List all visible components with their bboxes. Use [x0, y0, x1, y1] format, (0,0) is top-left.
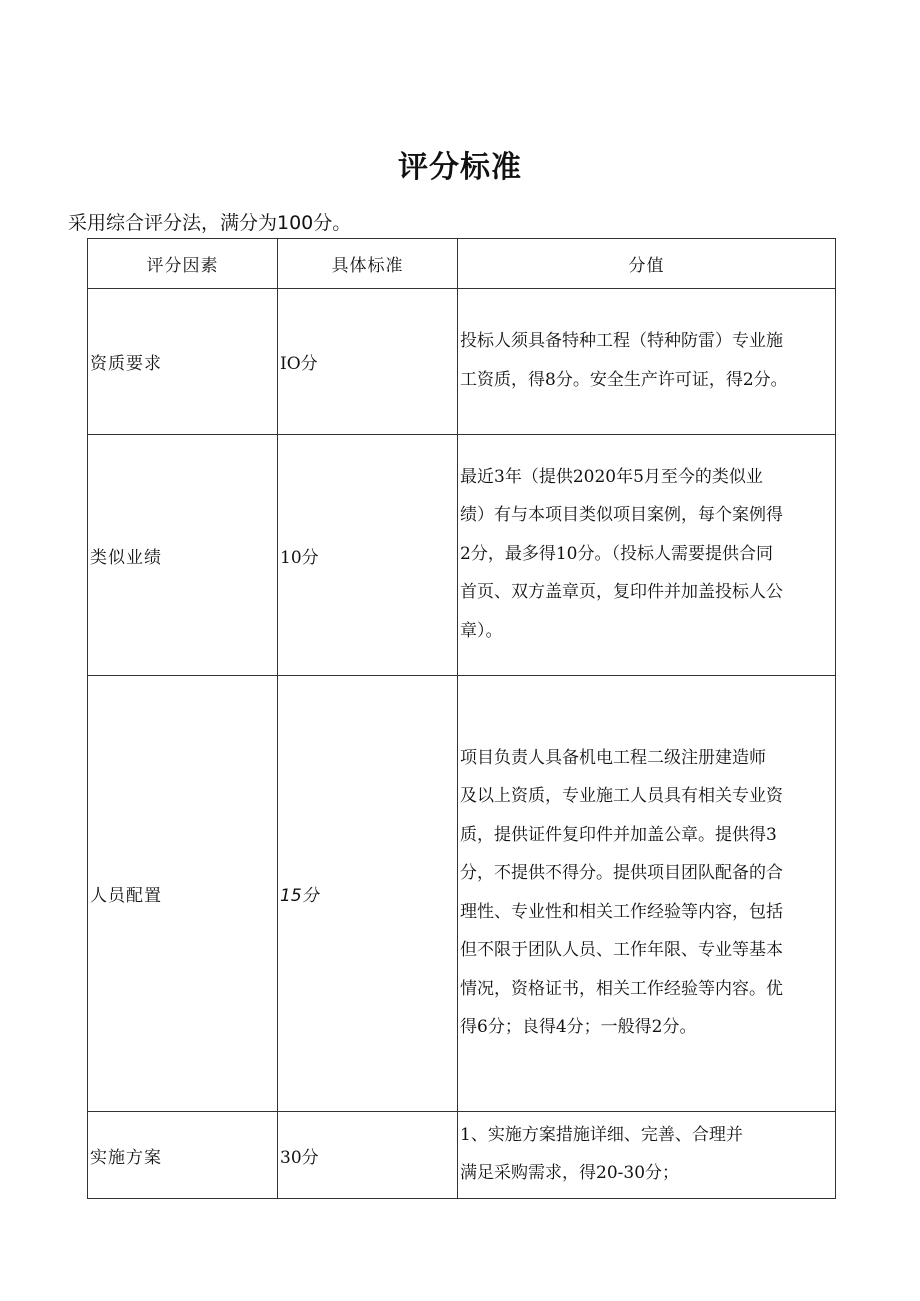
table-row — [88, 289, 836, 435]
header-factor: 评分因素 — [88, 239, 278, 289]
value-line: 1、实施方案措施详细、完善、合理并 — [460, 1125, 743, 1145]
row-factor: 人员配置 — [88, 676, 278, 1112]
value-line: 满足采购需求，得20-30分； — [460, 1163, 680, 1183]
value-line: 章）。 — [460, 620, 503, 641]
table-row — [88, 1112, 836, 1199]
value-line: 投标人须具备特种工程（特种防雷）专业施 — [460, 331, 783, 351]
header-standard: 具体标准 — [278, 239, 458, 289]
intro-text: 采用综合评分法，满分为100分。 — [68, 212, 352, 234]
value-line: 质，提供证件复印件并加盖公章。提供得3 — [460, 824, 777, 845]
row-factor: 类似业绩 — [88, 435, 278, 676]
value-line: 但不限于团队人员、工作年限、专业等基本 — [460, 940, 783, 960]
header-value: 分值 — [458, 239, 836, 289]
value-line: 得6分；良得4分；一般得2分。 — [460, 1017, 697, 1037]
row-value — [458, 676, 836, 1112]
value-line: 分，不提供不得分。提供项目团队配备的合 — [460, 863, 783, 883]
value-line: 首页、双方盖章页，复印件并加盖投标人公 — [460, 582, 783, 603]
row-standard: 30分 — [278, 1112, 458, 1199]
scoring-table — [87, 238, 836, 1199]
value-line: 工资质，得8分。安全生产许可证，得2分。 — [460, 369, 788, 390]
value-line: 理性、专业性和相关工作经验等内容，包括 — [460, 901, 783, 922]
row-standard: 10分 — [278, 435, 458, 676]
value-line: 项目负责人具备机电工程二级注册建造师 — [460, 747, 766, 768]
row-value — [458, 435, 836, 676]
table-row — [88, 676, 836, 1112]
row-value — [458, 1112, 836, 1199]
row-factor: 实施方案 — [88, 1112, 278, 1199]
value-line: 及以上资质，专业施工人员具有相关专业资 — [460, 786, 783, 806]
value-line: 最近3年（提供2020年5月至今的类似业 — [460, 466, 763, 487]
value-line: 情况，资格证书，相关工作经验等内容。优 — [460, 978, 783, 999]
value-line: 绩）有与本项目类似项目案例，每个案例得 — [460, 505, 783, 526]
row-factor: 资质要求 — [88, 289, 278, 435]
table-header-row — [88, 239, 836, 289]
row-standard: 15分 — [278, 676, 458, 1112]
page-title: 评分标准 — [398, 150, 522, 185]
value-line: 2分，最多得10分。（投标人需要提供合同 — [460, 543, 773, 564]
row-value — [458, 289, 836, 435]
row-standard: IO分 — [278, 289, 458, 435]
table-row — [88, 435, 836, 676]
